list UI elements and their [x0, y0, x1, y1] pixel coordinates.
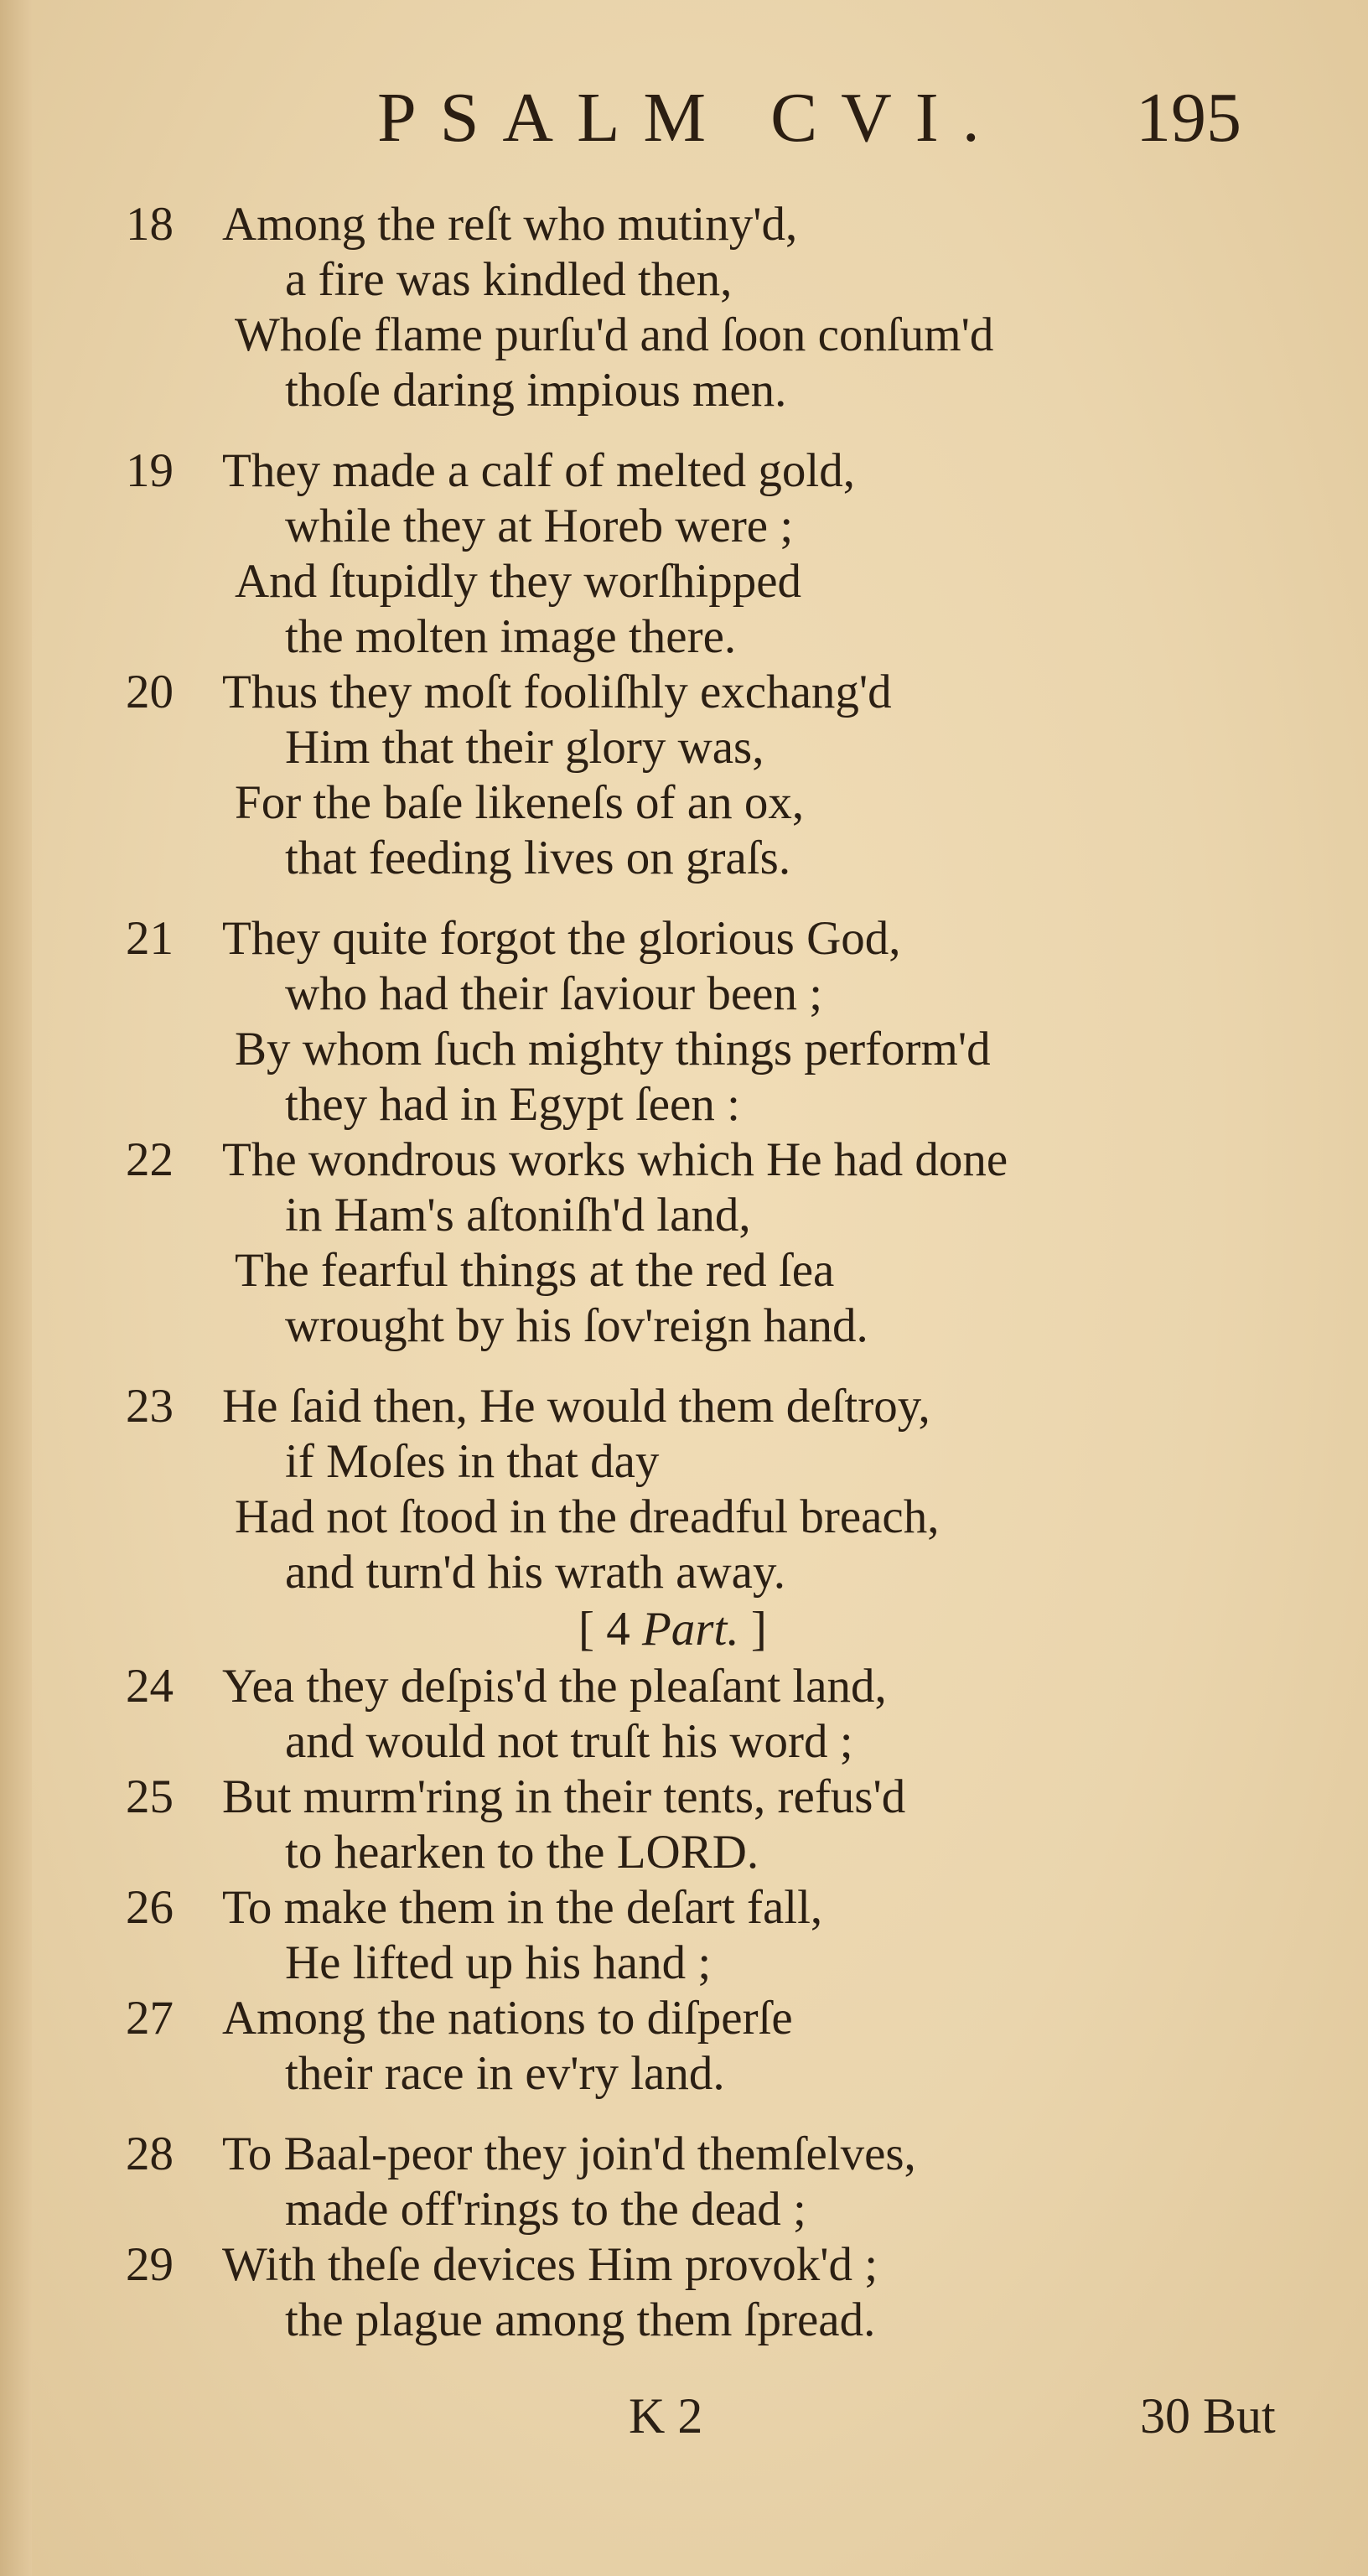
verse-number: 25	[126, 1770, 174, 1823]
verse-line	[126, 665, 1282, 720]
verse-text: To make them in the deſart fall,	[222, 1881, 823, 1934]
verse-number: 23	[126, 1380, 174, 1433]
verse-line: wrought by his ſov'reign hand.	[285, 1299, 868, 1352]
verse-text: They quite forgot the glorious God,	[222, 912, 901, 965]
verse-line: while they at Horeb were ;	[285, 500, 794, 552]
stanza-gap	[126, 2102, 1282, 2127]
verse-line: Whoſe flame purſu'd and ſoon conſum'd	[235, 308, 994, 361]
stanza-gap	[126, 418, 1282, 443]
verse-line	[126, 2127, 1282, 2182]
running-head: PSALM CVI.	[377, 79, 1003, 157]
verse-line: and turn'd his wrath away.	[285, 1546, 785, 1599]
verse-line: He lifted up his hand ;	[285, 1936, 712, 1989]
signature-mark: K 2	[629, 2388, 703, 2444]
verse-number: 20	[126, 666, 174, 718]
verse-line	[126, 1991, 1282, 2046]
catchword: 30 But	[1140, 2388, 1276, 2444]
verse-text: Among the reſt who mutiny'd,	[222, 198, 798, 251]
verse-line: The fearful things at the red ſea	[235, 1244, 835, 1297]
verse-line: in Ham's aſtoniſh'd land,	[285, 1189, 751, 1241]
verse-line	[126, 2237, 1282, 2293]
page-number: 195	[1136, 79, 1241, 157]
verse-line: made off'rings to the dead ;	[285, 2183, 806, 2236]
verse-line: thoſe daring impious men.	[285, 364, 787, 417]
verse-line	[126, 1379, 1282, 1434]
verse-text: Among the nations to diſperſe	[222, 1992, 793, 2045]
psalm-text	[126, 197, 1282, 2348]
verse-line: if Moſes in that day	[285, 1435, 660, 1488]
verse-text: With theſe devices Him provok'd ;	[222, 2238, 878, 2291]
verse-line: a fire was kindled then,	[285, 253, 733, 306]
verse-line: that feeding lives on graſs.	[285, 832, 791, 884]
verse-line: By whom ſuch mighty things perform'd	[235, 1023, 991, 1075]
verse-line	[126, 1659, 1282, 1714]
verse-number: 21	[126, 912, 174, 965]
verse-line: to hearken to the LORD.	[285, 1826, 759, 1879]
verse-text: The wondrous works which He had done	[222, 1133, 1008, 1186]
verse-line	[126, 911, 1282, 967]
verse-number: 22	[126, 1133, 174, 1186]
verse-text: He ſaid then, He would them deſtroy,	[222, 1380, 930, 1433]
stanza-gap	[126, 1354, 1282, 1379]
verse-line	[126, 1770, 1282, 1825]
verse-number: 29	[126, 2238, 174, 2291]
verse-number: 18	[126, 198, 174, 251]
stanza-gap	[126, 886, 1282, 911]
verse-text: But murm'ring in their tents, refus'd	[222, 1770, 906, 1823]
verse-text: To Baal-peor they join'd themſelves,	[222, 2128, 916, 2180]
verse-line: For the baſe likeneſs of an ox,	[235, 776, 805, 829]
verse-line: Him that their glory was,	[285, 721, 764, 774]
verse-line: the plague among them ſpread.	[285, 2294, 876, 2346]
verse-line: they had in Egypt ſeen :	[285, 1078, 740, 1131]
verse-text: Thus they moſt fooliſhly exchang'd	[222, 666, 892, 718]
verse-number: 27	[126, 1992, 174, 2045]
part-heading: [ 4 Part. ]	[578, 1603, 767, 1656]
verse-line: who had their ſaviour been ;	[285, 967, 823, 1020]
verse-line: their race in ev'ry land.	[285, 2047, 725, 2100]
part-heading-label: Part.	[641, 1603, 739, 1656]
verse-line: the molten image there.	[285, 610, 737, 663]
verse-number: 28	[126, 2128, 174, 2180]
verse-line: And ſtupidly they worſhipped	[235, 555, 802, 608]
verse-text: Yea they deſpis'd the pleaſant land,	[222, 1660, 887, 1713]
verse-line	[126, 443, 1282, 499]
verse-number: 24	[126, 1660, 174, 1713]
verse-number: 19	[126, 444, 174, 497]
verse-text: They made a calf of melted gold,	[222, 444, 855, 497]
verse-number: 26	[126, 1881, 174, 1934]
verse-line	[126, 1880, 1282, 1936]
verse-line	[126, 197, 1282, 252]
verse-line: Had not ſtood in the dreadful breach,	[235, 1490, 940, 1543]
page-binding-edge	[0, 0, 32, 2576]
verse-line	[126, 1133, 1282, 1188]
verse-line: and would not truſt his word ;	[285, 1715, 853, 1768]
